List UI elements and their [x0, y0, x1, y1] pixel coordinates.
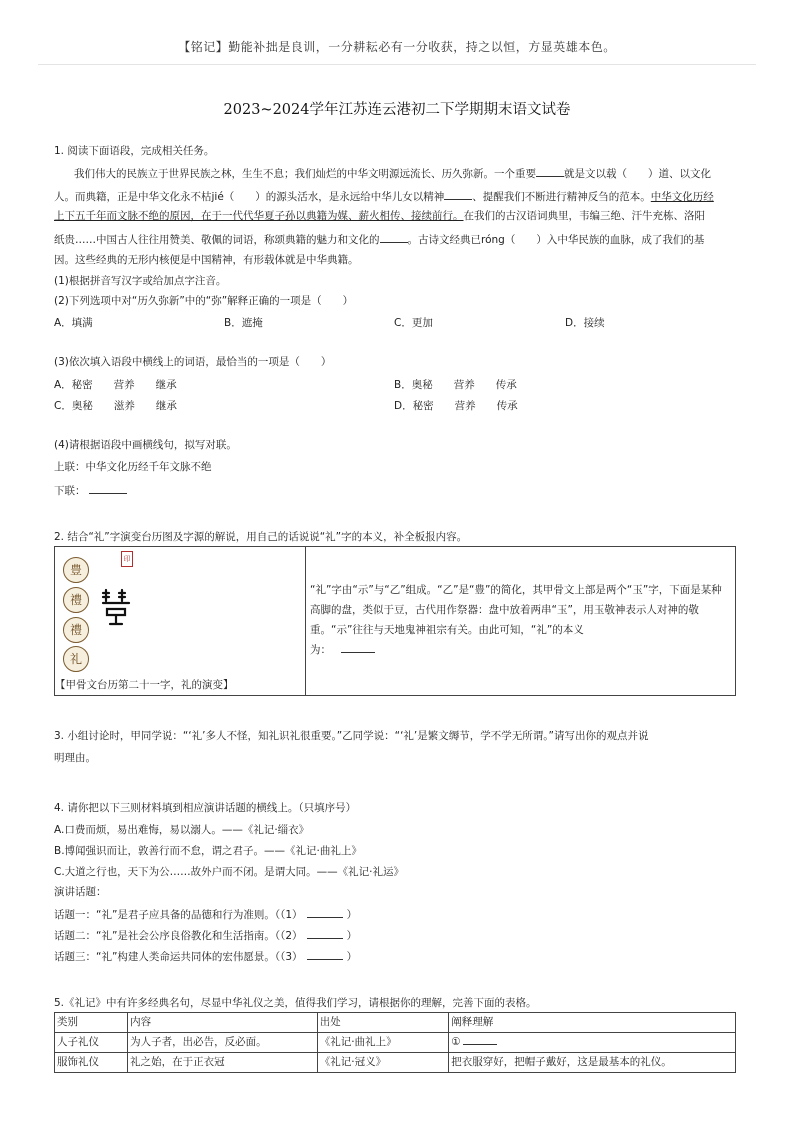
table-cell: 人子礼仪	[55, 1033, 128, 1053]
option-b[interactable]: B．遮掩	[224, 317, 263, 329]
q5-stem: 5.《礼记》中有许多经典名句，尽显中华礼仪之美，值得我们学习，请根据你的理解，完善下面的表格。	[54, 997, 537, 1009]
header-divider	[38, 64, 756, 65]
answer-blank[interactable]	[341, 641, 375, 653]
etymology-explanation-cell: “礼”字由“示”与“乙”组成。“乙”是“豊”的简化，其甲骨文上部是两个“玉”字，下面是某种高脚的盘，类似于豆，古代用作祭器：盘中放着两串“玉”，用玉敬神表示人对神的敬重。“示”往往与天地鬼神祖宗有关。由此可知，“礼”的本义 为：	[306, 547, 736, 696]
column-header: 类别	[55, 1013, 128, 1033]
table-header-row	[55, 1013, 736, 1033]
q4-stem: 4. 请你把以下三则材料填到相应演讲话题的横线上。（只填序号）	[54, 802, 357, 814]
table-cell: 服饰礼仪	[55, 1053, 128, 1073]
q1-passage-line: 上下五千年而文脉不绝的原因，在于一代代华夏子孙以典籍为媒、薪火相传、接续前行。在我们的古汉语词典里，韦编三绝、汗牛充栋、洛阳	[54, 210, 705, 222]
answer-blank[interactable]	[380, 231, 408, 243]
seal-stamp-icon: 印	[121, 551, 133, 567]
table-cell: 《礼记·曲礼上》	[317, 1033, 449, 1053]
glyph-circle: 禮	[63, 617, 89, 643]
couplet-lower: 下联：	[54, 482, 127, 498]
q1-sub2: (2)下列选项中对“历久弥新”中的“弥”解释正确的一项是（ ）	[54, 295, 354, 307]
glyph-illustration-cell	[55, 547, 306, 696]
answer-blank[interactable]	[89, 482, 127, 494]
q1-sub4: (4)请根据语段中画横线句，拟写对联。	[54, 439, 237, 451]
column-header: 内容	[128, 1013, 318, 1033]
etymology-table	[54, 546, 736, 696]
q1-passage-line: 我们伟大的民族立于世界民族之林，生生不息；我们灿烂的中华文明源远流长、历久弥新。一个重要 就是文以载（ ）道、以文化	[74, 165, 711, 181]
q4-topics-label: 演讲话题：	[54, 886, 107, 898]
q4-topic-1: 话题一：“礼”是君子应具备的品德和行为准则。（（1） ）	[54, 906, 357, 922]
oracle-bone-glyph-icon	[101, 587, 131, 627]
table-cell: 把衣服穿好，把帽子戴好，这是最基本的礼仪。	[449, 1053, 736, 1073]
option-a[interactable]: A．填满	[54, 317, 93, 329]
column-header: 出处	[317, 1013, 449, 1033]
q4-material-a: A.口费而烦，易出难悔，易以溺人。——《礼记·缁衣》	[54, 824, 310, 836]
couplet-upper: 上联：中华文化历经千年文脉不绝	[54, 461, 212, 473]
answer-blank[interactable]	[536, 165, 564, 177]
q1-sub3: (3)依次填入语段中横线上的词语，最恰当的一项是（ ）	[54, 356, 332, 368]
etymology-explanation: “礼”字由“示”与“乙”组成。“乙”是“豊”的简化，其甲骨文上部是两个“玉”字，下面是某种高脚的盘，类似于豆，古代用作祭器：盘中放着两串“玉”，用玉敬神表示人对神的敬重。“示”往往与天地鬼神祖宗有关。由此可知，“礼”的本义	[310, 584, 722, 636]
option-c[interactable]: C．更加	[394, 317, 433, 329]
q1-sub1: (1)根据拼音写汉字或给加点字注音。	[54, 275, 227, 287]
answer-blank[interactable]	[307, 948, 343, 960]
answer-blank[interactable]	[444, 188, 472, 200]
answer-blank[interactable]	[463, 1033, 497, 1045]
glyph-circle: 礼	[63, 646, 89, 672]
column-header: 阐释理解	[449, 1013, 736, 1033]
motto-banner: 【铭记】勤能补拙是良训，一分耕耘必有一分收获，持之以恒，方显英雄本色。	[178, 40, 616, 54]
answer-blank[interactable]	[307, 906, 343, 918]
page-title: 2023~2024学年江苏连云港初二下学期期末语文试卷	[223, 102, 571, 118]
option-a[interactable]: A．秘密 营养 继承	[54, 379, 177, 391]
q4-material-b: B.博闻强识而让，敦善行而不怠，谓之君子。——《礼记·曲礼上》	[54, 845, 362, 857]
q4-material-c: C.大道之行也，天下为公……故外户而不闭。是谓大同。——《礼记·礼运》	[54, 866, 405, 878]
illustration-caption: 【甲骨文台历第二十一字，礼的演变】	[55, 679, 234, 691]
option-c[interactable]: C．奥秘 滋养 继承	[54, 400, 177, 412]
q3-stem: 3. 小组讨论时，甲同学说：“‘礼’多人不怪，知礼识礼很重要。”乙同学说：“‘礼’是繁文缛节，学不学无所谓。”请写出你的观点并说	[54, 730, 649, 742]
option-d[interactable]: D．接续	[565, 317, 605, 329]
q2-stem: 2. 结合“礼”字演变台历图及字源的解说，用自己的话说说“礼”字的本义，补全板报内容。	[54, 531, 468, 543]
table-cell: 《礼记·冠义》	[317, 1053, 449, 1073]
glyph-circle: 禮	[63, 587, 89, 613]
q4-topic-2: 话题二：“礼”是社会公序良俗教化和生活指南。（（2） ）	[54, 927, 357, 943]
table-row	[55, 1033, 736, 1053]
table-row	[55, 1053, 736, 1073]
q1-passage-line: 人。而典籍，正是中华文化永不枯jié（ ）的源头活水，是永远给中华儿女以精神 、提醒我们不断进行精神反刍的范本。中华文化历经	[54, 188, 714, 204]
table-cell: 礼之始，在于正衣冠	[128, 1053, 318, 1073]
q4-topic-3: 话题三：“礼”构建人类命运共同体的宏伟愿景。（（3） ）	[54, 948, 357, 964]
option-d[interactable]: D．秘密 营养 传承	[394, 400, 518, 412]
answer-blank[interactable]	[307, 927, 343, 939]
table-cell: ①	[449, 1033, 736, 1053]
q1-passage-line: 纸贵……中国古人往往用赞美、敬佩的词语，称颂典籍的魅力和文化的 。古诗文经典已róng（ ）入中华民族的血脉，成了我们的基	[54, 231, 704, 247]
q3-stem-cont: 明理由。	[54, 752, 96, 764]
glyph-circle: 豊	[63, 557, 89, 583]
q1-stem: 1. 阅读下面语段，完成相关任务。	[54, 145, 215, 157]
table-cell: 为人子者，出必告，反必面。	[128, 1033, 318, 1053]
option-b[interactable]: B．奥秘 营养 传承	[394, 379, 517, 391]
rites-table	[54, 1012, 736, 1073]
q1-passage-line: 因。这些经典的无形内核便是中国精神，有形载体就是中华典籍。	[54, 254, 359, 266]
